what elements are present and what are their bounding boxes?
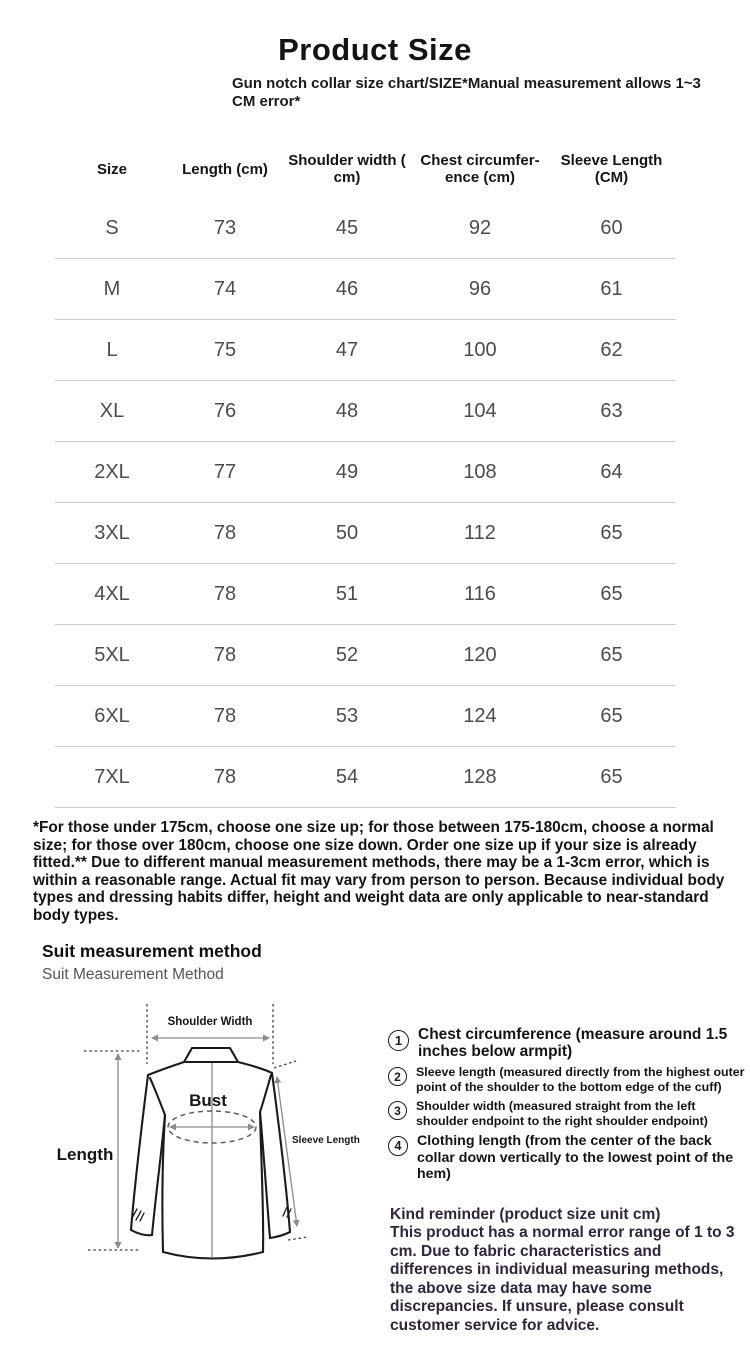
measurement-arrows	[118, 1038, 297, 1257]
step-number-badge: 1	[388, 1030, 409, 1051]
cell-size: 2XL	[94, 460, 130, 483]
column-header-shoulder: Shoulder width ( cm)	[288, 152, 406, 186]
cell-size: S	[105, 216, 119, 239]
table-row	[55, 503, 676, 564]
cell-shoulder: 48	[335, 399, 359, 422]
cell-shoulder: 45	[335, 216, 359, 239]
table-row	[55, 747, 676, 808]
kind-reminder-body: This product has a normal error range of 1 to 3 cm. Due to fabric characteristics and differences in individual measuring methods, the above size data may have some discrepancies. If unsure, please consult customer service for advice.	[390, 1224, 735, 1334]
cell-sleeve: 60	[600, 216, 623, 239]
cell-size: 3XL	[94, 521, 130, 544]
cell-chest: 128	[463, 765, 497, 788]
cell-chest: 116	[464, 582, 496, 605]
measurement-heading: Suit measurement method	[42, 941, 262, 961]
cell-size: 6XL	[94, 704, 130, 727]
cell-shoulder: 51	[335, 582, 359, 605]
table-row	[55, 686, 676, 747]
cell-shoulder: 53	[335, 704, 359, 727]
cell-chest: 108	[463, 460, 497, 483]
cell-sleeve: 65	[600, 582, 623, 605]
step-text: Chest circumference (measure around 1.5 inches below armpit)	[418, 1026, 728, 1060]
table-row	[55, 259, 676, 320]
measurement-step	[388, 1026, 750, 1060]
size-table	[55, 140, 676, 808]
cell-shoulder: 52	[335, 643, 359, 666]
page-subtitle: Gun notch collar size chart/SIZE*Manual measurement allows 1~3 CM error*	[232, 75, 701, 110]
column-header-chest: Chest circumfer- ence (cm)	[420, 152, 540, 186]
cell-chest: 120	[463, 643, 497, 666]
cell-size: 4XL	[94, 582, 130, 605]
cell-sleeve: 64	[600, 460, 623, 483]
step-number-badge: 2	[388, 1067, 407, 1086]
suit-measurement-diagram	[28, 988, 372, 1280]
measurement-step	[388, 1065, 750, 1094]
step-text: Shoulder width (measured straight from the left shoulder endpoint to the right shoulder endpoint)	[416, 1099, 708, 1128]
bust-label: Bust	[189, 1091, 227, 1110]
table-row	[55, 625, 676, 686]
cell-length: 78	[213, 765, 237, 788]
cell-length: 78	[213, 582, 237, 605]
page-title: Product Size	[278, 32, 472, 67]
step-number-badge: 3	[388, 1101, 407, 1120]
cell-size: L	[106, 338, 118, 361]
column-header-sleeve: Sleeve Length (CM)	[560, 152, 663, 186]
cell-sleeve: 65	[600, 704, 623, 727]
cell-size: 5XL	[94, 643, 130, 666]
cell-chest: 124	[463, 704, 497, 727]
step-text: Sleeve length (measured directly from the highest outer point of the shoulder to the bottom edge of the cuff)	[416, 1065, 745, 1094]
cell-size: M	[103, 277, 121, 300]
size-table-header-row	[55, 140, 676, 198]
cell-shoulder: 47	[335, 338, 359, 361]
collar	[184, 1048, 238, 1062]
cell-chest: 104	[463, 399, 497, 422]
table-row	[55, 381, 676, 442]
table-row	[55, 564, 676, 625]
cell-length: 74	[213, 277, 237, 300]
cell-sleeve: 62	[600, 338, 623, 361]
cell-shoulder: 46	[335, 277, 359, 300]
shoulder-width-label: Shoulder Width	[167, 1016, 253, 1028]
cell-shoulder: 49	[335, 460, 359, 483]
cell-length: 77	[213, 460, 237, 483]
jacket-outline	[131, 1048, 291, 1259]
table-row	[55, 198, 676, 259]
kind-reminder	[390, 1205, 748, 1336]
table-row	[55, 320, 676, 381]
cell-chest: 92	[468, 216, 492, 239]
cell-sleeve: 61	[600, 277, 623, 300]
cell-size: 7XL	[94, 765, 130, 788]
cell-length: 78	[213, 704, 237, 727]
measurement-steps	[388, 1026, 750, 1183]
cell-length: 73	[213, 216, 237, 239]
cell-length: 78	[213, 643, 237, 666]
cell-sleeve: 63	[600, 399, 623, 422]
sizing-note: *For those under 175cm, choose one size up; for those between 175-180cm, choose a normal size; for those over 180cm, choose one size down. Order one size up if your size is already fitted.** Due to different manual measurement methods, there may be a 1-3cm error, which is within a reasonable range. Actual fit may vary from person to person. Because individual body types and dressing habits differ, height and weight data are only applicable to near-standard body types.	[33, 819, 725, 924]
cell-length: 78	[213, 521, 237, 544]
cell-shoulder: 50	[335, 521, 359, 544]
cell-chest: 100	[463, 338, 497, 361]
kind-reminder-title: Kind reminder (product size unit cm)	[390, 1206, 661, 1223]
cell-length: 76	[213, 399, 237, 422]
length-label: Length	[56, 1145, 114, 1164]
cell-chest: 112	[464, 521, 496, 544]
measurement-step	[388, 1133, 750, 1183]
cell-sleeve: 65	[600, 643, 623, 666]
cell-length: 75	[213, 338, 237, 361]
table-row	[55, 442, 676, 503]
sleeve-length-label: Sleeve Length	[292, 1135, 360, 1146]
cell-chest: 96	[468, 277, 492, 300]
cell-size: XL	[99, 399, 125, 422]
cell-sleeve: 65	[600, 765, 623, 788]
measurement-subheading: Suit Measurement Method	[42, 966, 224, 983]
step-number-badge: 4	[388, 1136, 408, 1156]
column-header-size: Size	[96, 160, 127, 178]
measurement-step	[388, 1099, 750, 1128]
column-header-length: Length (cm)	[182, 160, 268, 178]
cell-shoulder: 54	[335, 765, 359, 788]
step-text: Clothing length (from the center of the back collar down vertically to the lowest point of the hem)	[417, 1133, 734, 1182]
cell-sleeve: 65	[600, 521, 623, 544]
